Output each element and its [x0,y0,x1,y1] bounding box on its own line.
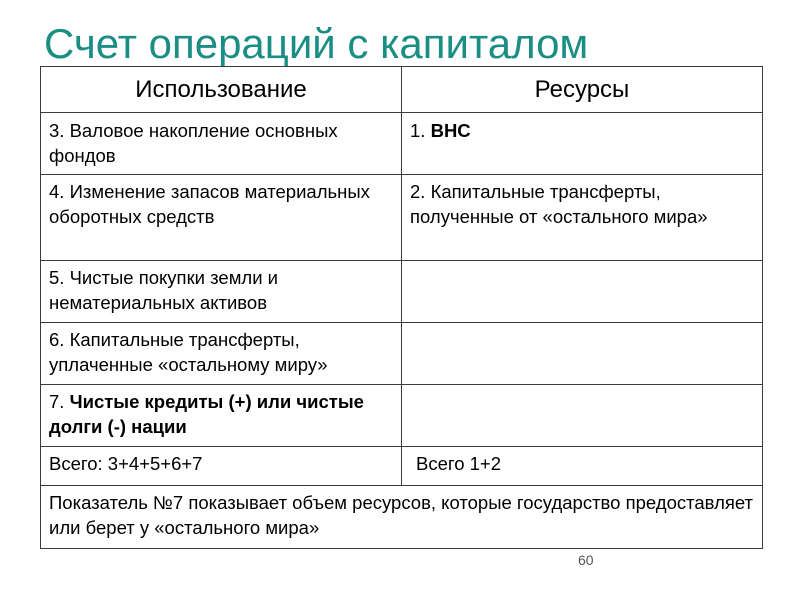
table-row [41,385,763,447]
resource-cell-empty [402,385,763,447]
item-number: 3. [49,120,70,141]
header-resources: Ресурсы [402,67,763,113]
item-text: ВНС [430,120,471,141]
resource-cell-empty [402,261,763,323]
total-resources: Всего 1+2 [402,447,763,486]
total-usage: Всего: 3+4+5+6+7 [41,447,402,486]
resource-cell [402,113,763,175]
resource-cell-empty [402,323,763,385]
usage-cell [41,261,402,323]
item-text: Чистые кредиты (+) или чистые долги (-) нации [49,391,364,437]
table-row [41,323,763,385]
item-text: Чистые покупки земли и нематериальных активов [49,267,279,313]
resource-cell [402,175,763,261]
slide-title: Счет операций с капиталом [44,20,589,67]
item-number: 5. [49,267,70,288]
totals-row [41,447,763,486]
note-text: Показатель №7 показывает объем ресурсов, которые государство предоставляет или берет у «остального мира» [41,486,763,549]
item-number: 6. [49,329,70,350]
item-number: 4. [49,181,70,202]
item-number: 2. [410,181,431,202]
table-row [41,261,763,323]
usage-cell [41,113,402,175]
usage-cell [41,385,402,447]
capital-account-table [40,66,763,549]
table-row [41,113,763,175]
item-text: Капитальные трансферты, уплаченные «остальному миру» [49,329,328,375]
header-usage: Использование [41,67,402,113]
usage-cell [41,175,402,261]
table-row [41,175,763,261]
table-header-row [41,67,763,113]
item-number: 1. [410,120,431,141]
note-row [41,486,763,549]
item-text: Капитальные трансферты, полученные от «остального мира» [410,181,708,227]
item-text: Изменение запасов материальных оборотных средств [49,181,370,227]
usage-cell [41,323,402,385]
item-number: 7. [49,391,70,412]
page-number: 60 [578,552,594,568]
item-text: Валовое накопление основных фондов [49,120,338,166]
